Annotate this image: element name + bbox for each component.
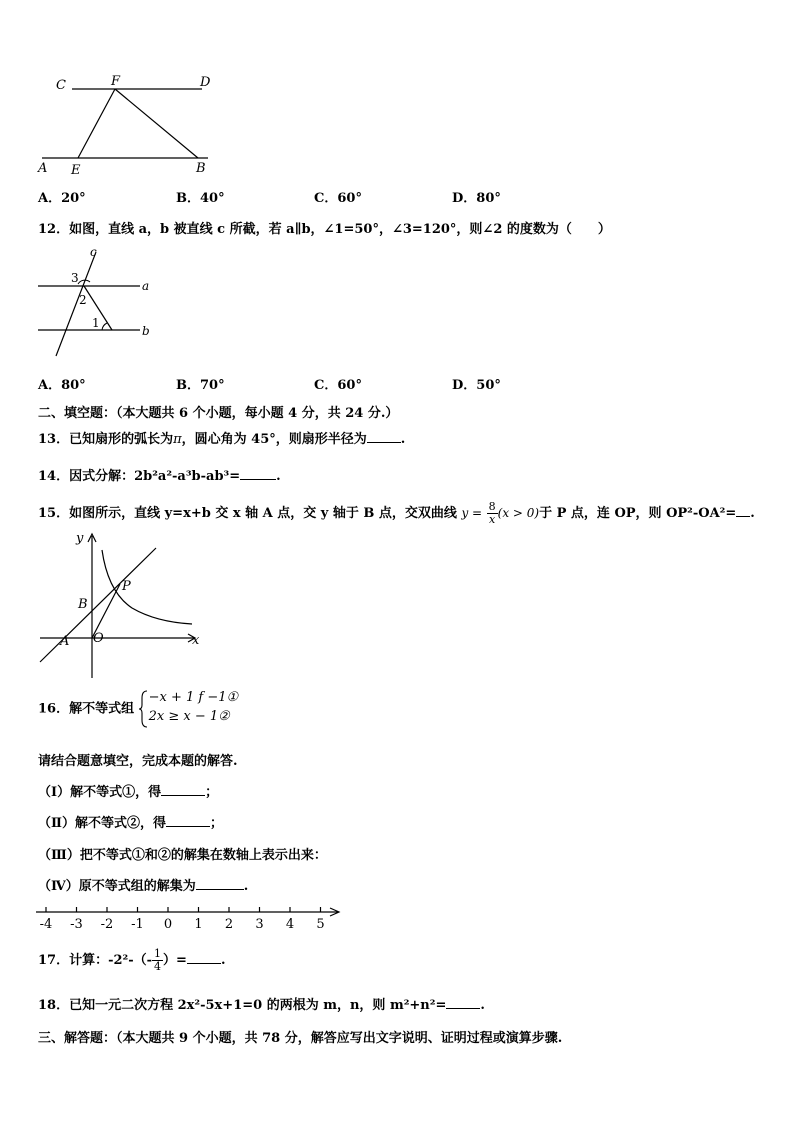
- q16-part-4-text: （Ⅳ）原不等式组的解集为: [38, 879, 196, 894]
- figure-q12: [36, 244, 154, 360]
- brace-icon: [139, 690, 149, 728]
- q17-frac-num: 1: [154, 947, 162, 960]
- label-E: E: [71, 163, 81, 178]
- label-C: C: [56, 78, 66, 93]
- label-O: O: [93, 631, 104, 646]
- q11-option-d: D．80°: [452, 191, 501, 206]
- number-line-label: 4: [285, 917, 295, 932]
- q15-end: .: [750, 506, 755, 521]
- label-P: P: [122, 579, 131, 594]
- number-line-label: 2: [224, 917, 234, 932]
- q18-pre: 18．已知一元二次方程 2x²-5x+1=0 的两根为 m，n，则 m²+n²=: [38, 998, 447, 1013]
- q16-part-4-end: .: [243, 879, 249, 894]
- q15-blank: [736, 516, 750, 517]
- q12-option-a: A．80°: [38, 378, 86, 393]
- number-line-label: 1: [194, 917, 203, 932]
- q16-blank-1: [161, 795, 205, 796]
- q15-cond: (x > 0): [497, 506, 540, 520]
- q12-option-c: C．60°: [314, 378, 362, 393]
- question-13: 13．已知扇形的弧长为π，圆心角为 45°，则扇形半径为 .: [38, 432, 406, 447]
- q16-part-2: [38, 812, 223, 831]
- question-14: [38, 465, 281, 484]
- section-2-heading: 二、填空题：（本大题共 6 个小题，每小题 4 分，共 24 分.）: [38, 406, 399, 421]
- label-3: 3: [71, 271, 79, 285]
- q16-part-4: [38, 875, 248, 894]
- number-line: [36, 902, 346, 934]
- label-F: F: [111, 74, 121, 89]
- q16-blank-2: [166, 826, 210, 827]
- q16-part-1: [38, 781, 218, 800]
- q14-blank: [240, 479, 276, 480]
- number-line-label: -1: [131, 917, 144, 932]
- q12-option-d: D．50°: [452, 378, 501, 393]
- label-1: 1: [92, 316, 100, 330]
- q16-pre: 16．解不等式组: [38, 701, 135, 717]
- label-2: 2: [79, 293, 87, 307]
- q16-intro: 请结合题意填空，完成本题的解答.: [38, 754, 238, 769]
- figure-q11: [30, 70, 220, 180]
- label-y: y: [76, 531, 84, 546]
- q14-pre: 14．因式分解：2b²a²-a³b-ab³=: [38, 469, 241, 484]
- label-c: c: [90, 245, 97, 259]
- label-B: B: [196, 161, 206, 176]
- label-b: b: [142, 324, 150, 338]
- question-12: 12．如图，直线 a，b 被直线 c 所截，若 a∥b，∠1=50°，∠3=120°，则∠2 的度数为（ ）: [38, 222, 611, 237]
- q12-option-b: B．70°: [176, 378, 225, 393]
- question-16: [38, 688, 238, 726]
- q16-part-2-end: ；: [209, 816, 223, 831]
- label-A: A: [38, 161, 48, 176]
- number-line-label: -3: [70, 917, 83, 932]
- q16-part-1-text: （Ⅰ）解不等式①，得: [38, 785, 162, 800]
- q17-blank: [187, 963, 221, 964]
- q17-fraction: [152, 948, 163, 973]
- q16-part-1-end: ；: [205, 785, 219, 800]
- label-B: B: [78, 597, 88, 612]
- label-a: a: [142, 279, 150, 293]
- q17-end: .: [220, 953, 226, 968]
- figure-q15: [36, 530, 206, 680]
- q16-eq1: −x + 1 f −1①: [148, 690, 239, 705]
- q17-frac-den: 4: [154, 960, 162, 973]
- q13-pi: π: [173, 432, 182, 447]
- q13-blank: [367, 442, 401, 443]
- q14-post: .: [276, 469, 281, 484]
- number-line-label: -4: [39, 917, 53, 932]
- q15-pre: 15．如图所示，直线 y=x+b 交 x 轴 A 点，交 y 轴于 B 点，交双曲线: [38, 506, 457, 521]
- q15-fraction: [487, 501, 498, 526]
- q18-blank: [446, 1008, 480, 1009]
- q15-post: 于 P 点，连 OP，则 OP²-OA²=: [539, 506, 737, 521]
- q15-frac-den: x: [489, 513, 496, 526]
- question-18: [38, 994, 485, 1013]
- label-x: x: [192, 633, 200, 648]
- q15-frac-num: 8: [488, 500, 496, 513]
- section-3-heading: 三、解答题：（本大题共 9 个小题，共 78 分，解答应写出文字说明、证明过程或演算步骤.: [38, 1031, 563, 1046]
- q13-pre: 13．已知扇形的弧长为: [38, 432, 174, 447]
- label-A: A: [60, 634, 70, 649]
- q11-option-a: A．20°: [38, 191, 86, 206]
- q16-part-2-text: （Ⅱ）解不等式②，得: [38, 816, 166, 831]
- q15-y: y =: [461, 506, 483, 520]
- q16-system: [139, 688, 239, 726]
- q17-pre: 17．计算：-2²-（-: [38, 953, 153, 968]
- q18-end: .: [480, 998, 485, 1013]
- label-D: D: [200, 75, 211, 90]
- question-15: [38, 498, 755, 529]
- q16-blank-4: [196, 889, 244, 890]
- number-line-label: 0: [163, 917, 173, 932]
- number-line-label: 5: [316, 917, 325, 932]
- q16-part-3: （Ⅲ）把不等式①和②的解集在数轴上表示出来：: [38, 848, 327, 863]
- number-line-label: -2: [100, 917, 114, 932]
- q11-option-c: C．60°: [314, 191, 362, 206]
- q17-post: ）=: [163, 953, 187, 968]
- q16-eq2: 2x ≥ x − 1②: [148, 709, 230, 724]
- question-17: [38, 946, 225, 976]
- number-line-label: 3: [255, 917, 264, 932]
- q11-option-b: B．40°: [176, 191, 225, 206]
- q13-post: ，圆心角为 45°，则扇形半径为: [181, 432, 367, 447]
